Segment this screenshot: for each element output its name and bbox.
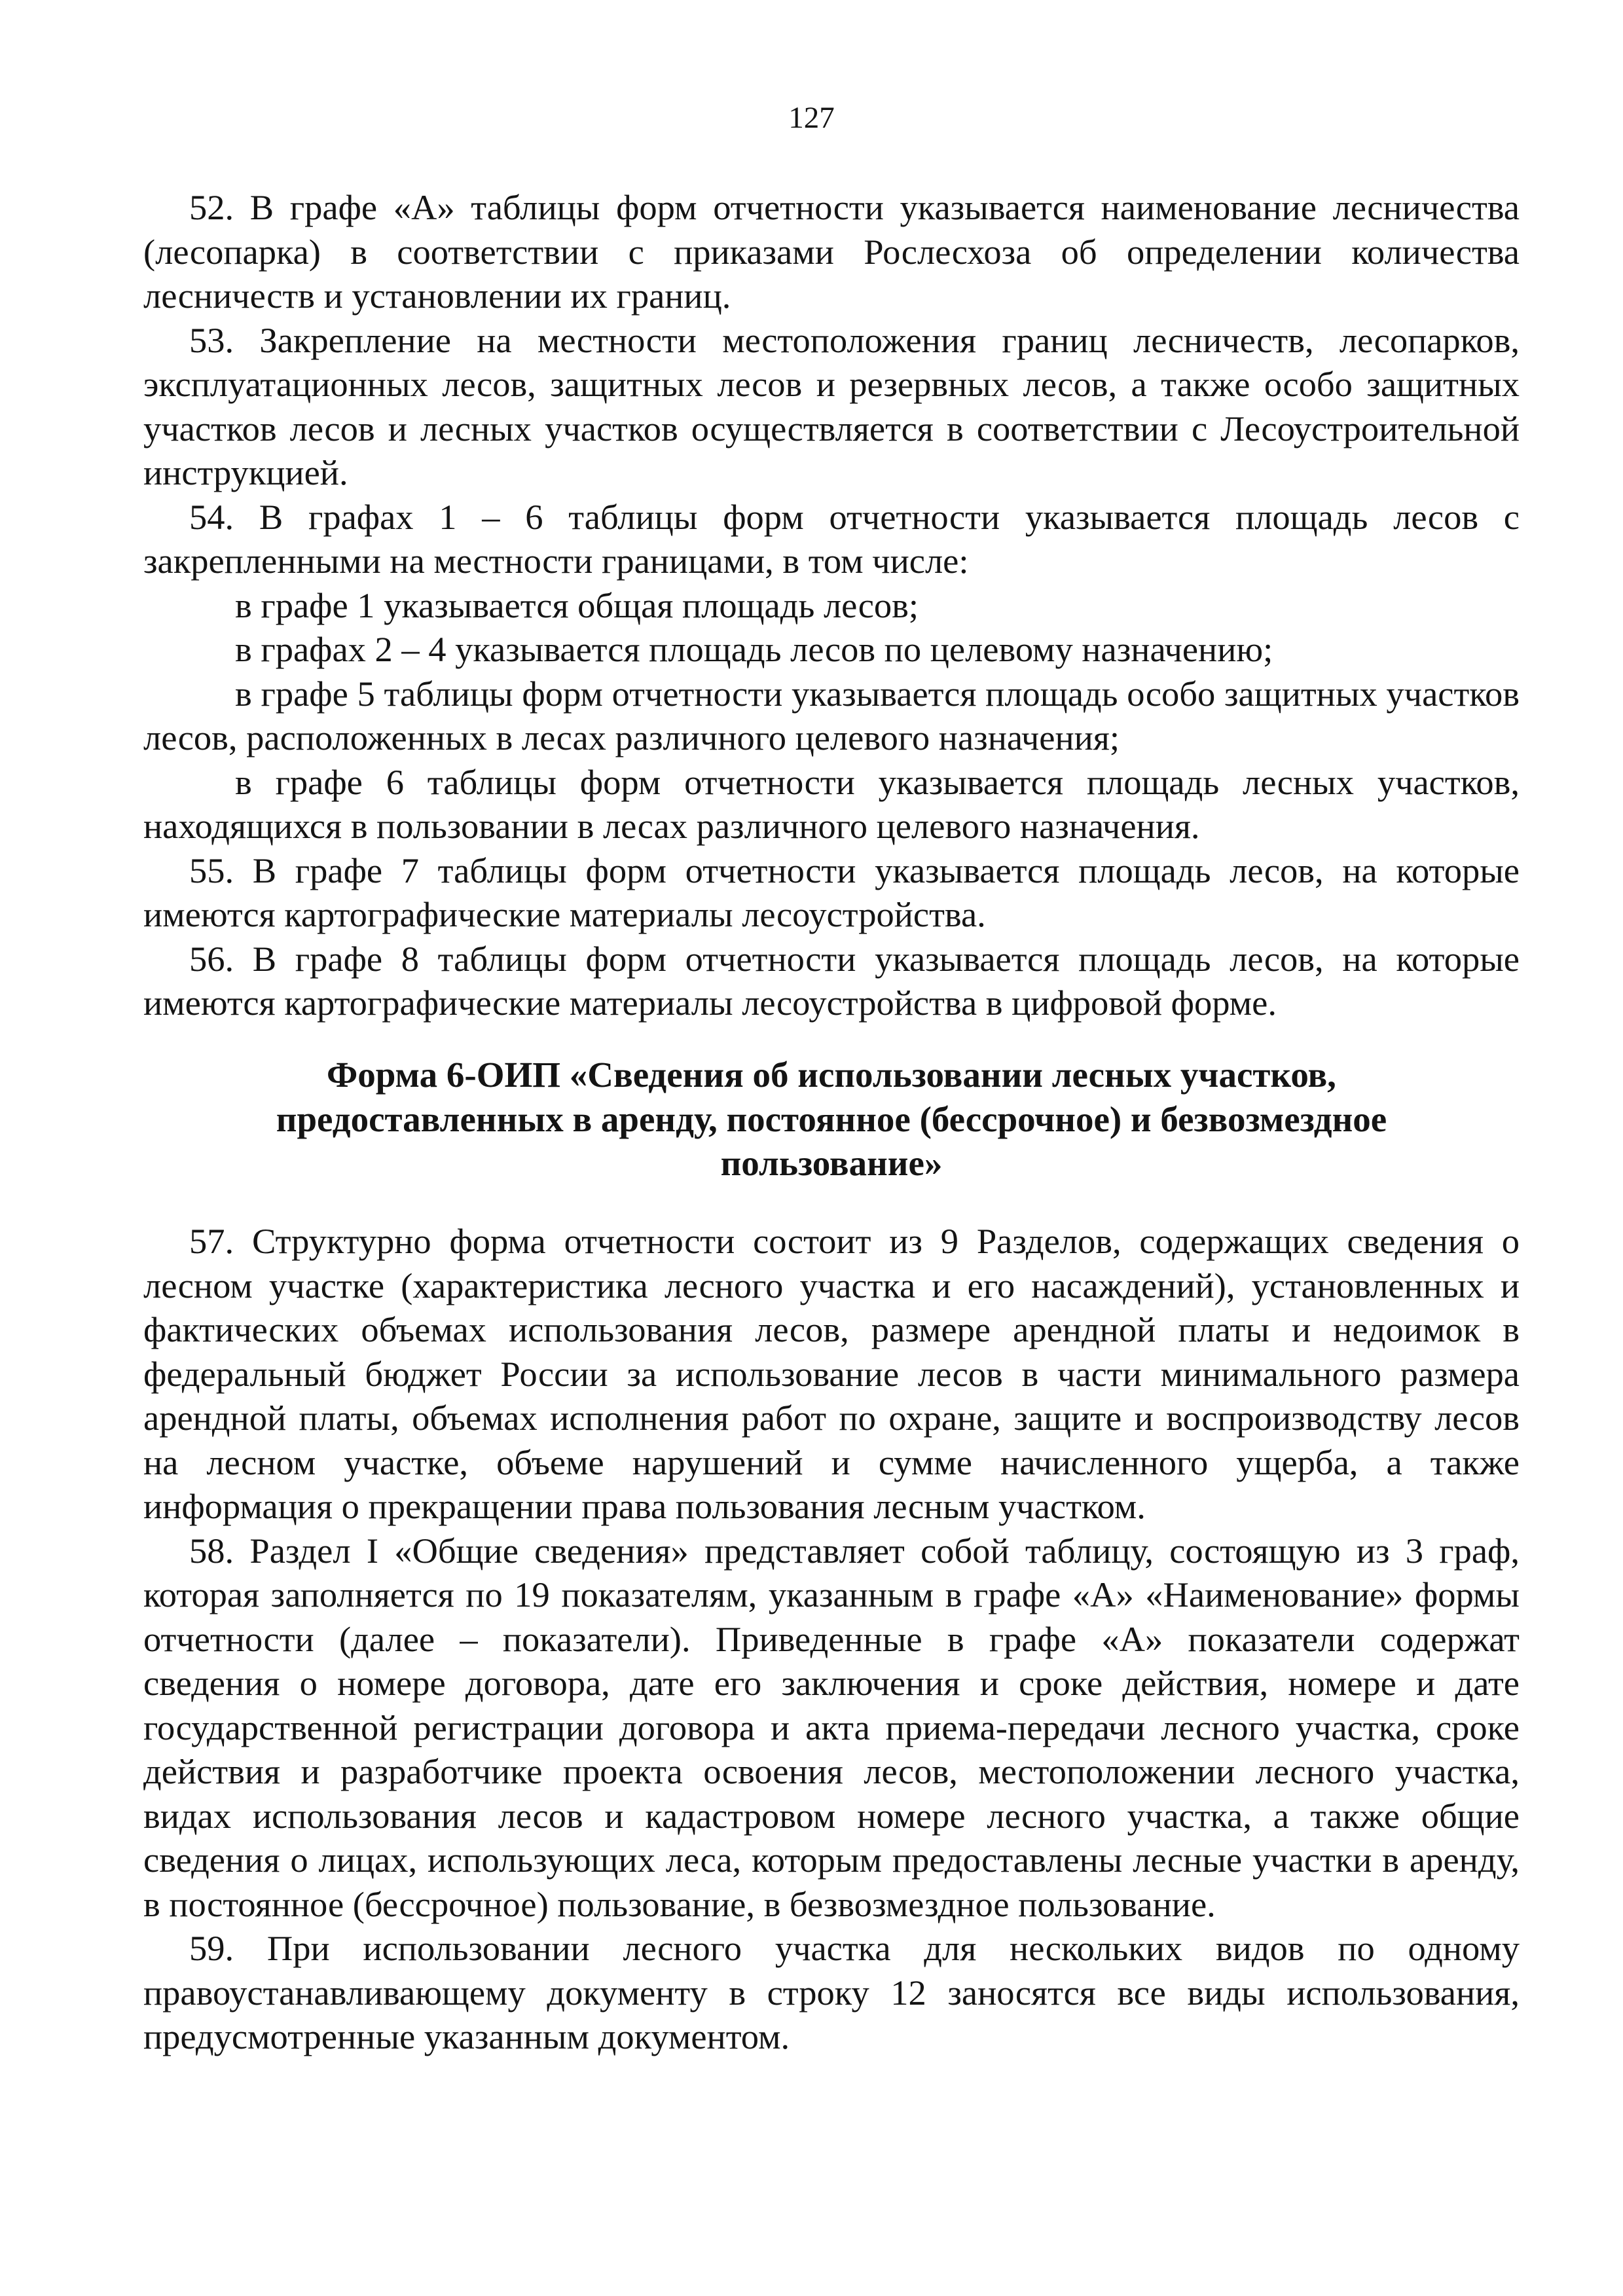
paragraph-54: 54. В графах 1 – 6 таблицы форм отчетности указывается площадь лесов с закрепленными на местности границами, в том числе: [143, 496, 1520, 581]
text-block-paragraphs-52-56 [143, 185, 1520, 1025]
paragraph-55: 55. В графе 7 таблицы форм отчетности указывается площадь лесов, на которые имеются картографические материалы лесоустройства. [143, 850, 1520, 934]
page-number: 127 [788, 101, 835, 135]
heading-line-2: предоставленных в аренду, постоянное (бессрочное) и безвозмездное [276, 1099, 1387, 1139]
text-block-paragraphs-57-59 [143, 1219, 1520, 2059]
heading-line-3: пользование» [720, 1143, 943, 1183]
paragraph-52: 52. В графе «А» таблицы форм отчетности указывается наименование лесничества (лесопарка) в соответствии с приказами Рослесхоза об определении количества лесничеств и установлении их границ. [143, 187, 1520, 316]
paragraph-56: 56. В графе 8 таблицы форм отчетности указывается площадь лесов, на которые имеются картографические материалы лесоустройства в цифровой форме. [143, 938, 1520, 1023]
paragraph-54-item-3: в графе 5 таблицы форм отчетности указывается площадь особо защитных участков лесов, расположенных в лесах различного целевого назначения; [143, 673, 1520, 757]
paragraph-54-item-2: в графах 2 – 4 указывается площадь лесов по целевому назначению; [235, 629, 1273, 669]
paragraph-58: 58. Раздел I «Общие сведения» представляет собой таблицу, состоящую из 3 граф, которая заполняется по 19 показателям, указанным в графе «А» «Наименование» формы отчетности (далее – показатели). Приведенные в графе «А» показатели содержат сведения о номере договора, дате его заключения и сроке действия, номере и дате государственной регистрации договора и акта приема-передачи лесного участка, сроке действия и разработчике проекта освоения лесов, местоположении лесного участка, видах использования лесов и кадастровом номере лесного участка, а также общие сведения о лицах, использующих леса, которым предоставлены лесные участки в аренду, в постоянное (бессрочное) пользование, в безвозмездное пользование. [143, 1530, 1520, 1924]
paragraph-59: 59. При использовании лесного участка для нескольких видов по одному правоустанавливающему документу в строку 12 заносятся все виды использования, предусмотренные указанным документом. [143, 1928, 1520, 2056]
heading-line-1: Форма 6-ОИП «Сведения об использовании лесных участков, [327, 1055, 1336, 1095]
section-heading-form-6-oip [143, 1053, 1520, 1186]
paragraph-54-item-1: в графе 1 указывается общая площадь лесов; [235, 585, 919, 625]
paragraph-57: 57. Структурно форма отчетности состоит из 9 Разделов, содержащих сведения о лесном участке (характеристика лесного участка и его насаждений), установленных и фактических объемах использования лесов, размере арендной платы и недоимок в федеральный бюджет России за использование лесов в части минимального размера арендной платы, объемах исполнения работ по охране, защите и воспроизводству лесов на лесном участке, объеме нарушений и сумме начисленного ущерба, а также информация о прекращении права пользования лесным участком. [143, 1221, 1520, 1526]
paragraph-54-item-4: в графе 6 таблицы форм отчетности указывается площадь лесных участков, находящихся в пользовании в лесах различного целевого назначения. [143, 761, 1520, 846]
paragraph-53: 53. Закрепление на местности местоположения границ лесничеств, лесопарков, эксплуатационных лесов, защитных лесов и резервных лесов, а также особо защитных участков лесов и лесных участков осуществляется в соответствии с Лесоустроительной инструкцией. [143, 319, 1520, 492]
